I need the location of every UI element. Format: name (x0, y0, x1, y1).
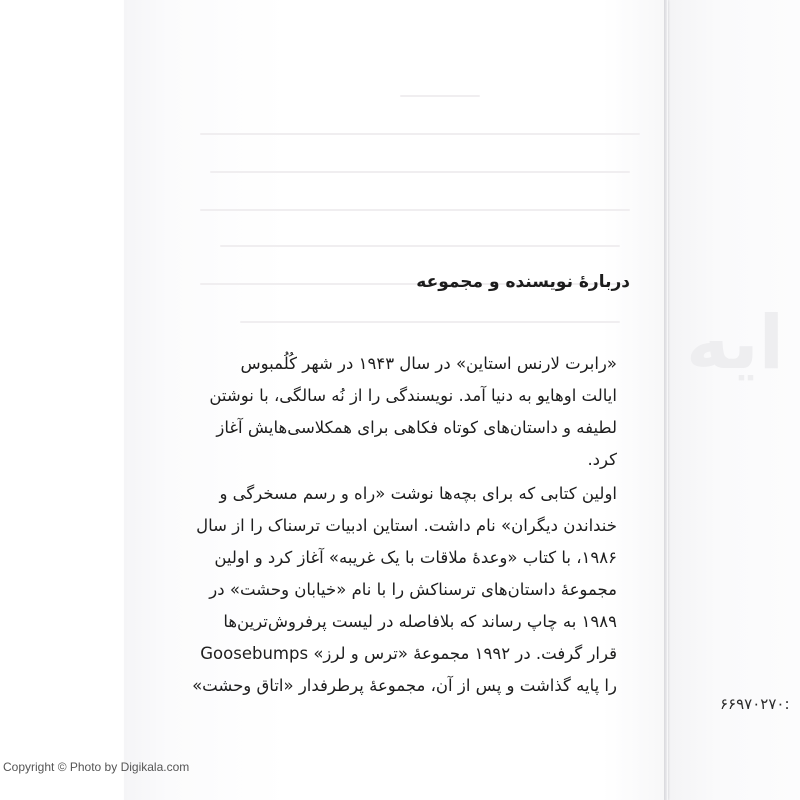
bleed-through-text (200, 95, 640, 335)
text-line: لطیفه و داستان‌های کوتاه فکاهی برای همکلاسی‌هایش آغاز (216, 418, 617, 437)
page-edge (664, 0, 667, 800)
text-line: اولین کتابی که برای بچه‌ها نوشت «راه و رسم مسخرگی و (219, 484, 617, 503)
text-line: کرد. (587, 450, 617, 469)
text-line: قرار گرفت. در ۱۹۹۲ مجموعهٔ «ترس و لرز» Goosebumps (200, 644, 617, 663)
back-page-number: ۶۶۹۷۰۲۷۰: (720, 695, 790, 713)
body-text (192, 348, 617, 704)
back-page-bleed-text: ایه (685, 300, 784, 386)
paragraph (192, 478, 617, 702)
text-line: «رابرت لارنس استاین» در سال ۱۹۴۳ در شهر کُلُمبوس (240, 354, 617, 373)
copyright-notice: Copyright © Photo by Digikala.com (3, 760, 190, 774)
paragraph (205, 348, 617, 476)
text-line: ایالت اوهایو به دنیا آمد. نویسندگی را از نُه سالگی، با نوشتن (209, 386, 617, 405)
text-line: ۱۹۸۶، با کتاب «وعدهٔ ملاقات با یک غریبه» آغاز کرد و اولین (214, 548, 617, 567)
text-line: را پایه گذاشت و پس از آن، مجموعهٔ پرطرفدار «اتاق وحشت» (192, 676, 617, 695)
text-line: ۱۹۸۹ به چاپ رساند که بلافاصله در لیست پرفروش‌ترین‌ها (223, 612, 617, 631)
text-line: مجموعهٔ داستان‌های ترسناکش را با نام «خیابان وحشت» در (209, 580, 617, 599)
back-page (662, 0, 800, 800)
text-line: خنداندن دیگران» نام داشت. استاین ادبیات ترسناک را از سال (196, 516, 617, 535)
section-heading: دربارهٔ نویسنده و مجموعه (416, 272, 630, 292)
